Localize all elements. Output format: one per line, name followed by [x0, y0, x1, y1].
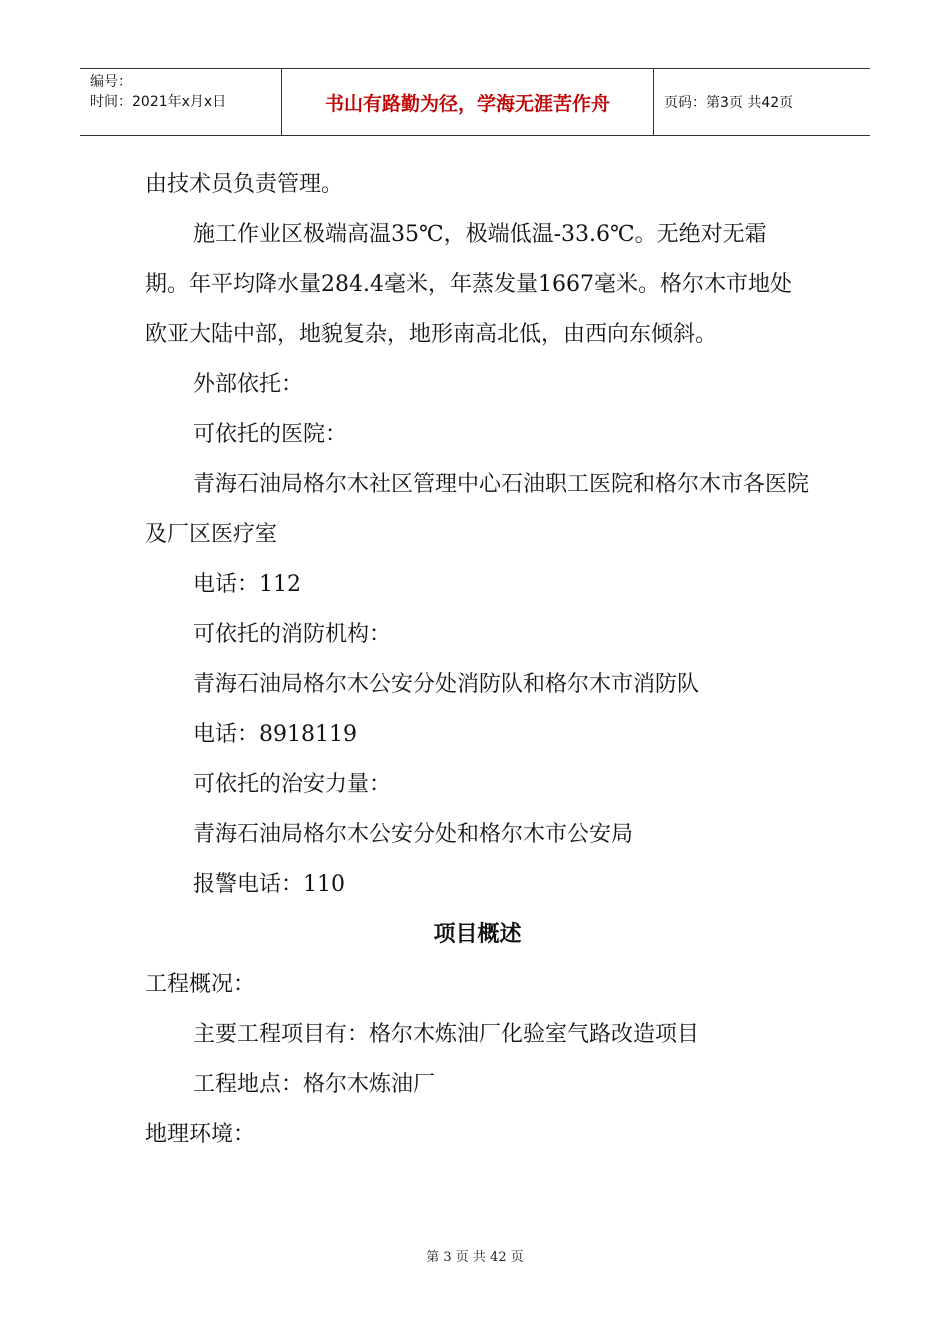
- paragraph: 可依托的治安力量：: [193, 772, 392, 797]
- paragraph: 青海石油局格尔木公安分处消防队和格尔木市消防队: [193, 672, 700, 697]
- paragraph: 外部依托：: [193, 372, 304, 397]
- time-label: 时间：2021年x月x日: [90, 94, 227, 110]
- paragraph: 地理环境：: [145, 1122, 256, 1147]
- paragraph: 工程地点：格尔木炼油厂: [193, 1072, 436, 1097]
- section-heading: 项目概述: [433, 922, 522, 947]
- page-footer: 第 3 页 共 42 页: [426, 1250, 524, 1265]
- paragraph: 青海石油局格尔木公安分处和格尔木市公安局: [193, 822, 634, 847]
- header-motto: 书山有路勤为径，学海无涯苦作舟: [282, 69, 654, 135]
- paragraph: 报警电话：110: [193, 872, 345, 897]
- number-label: 编号：: [90, 74, 132, 90]
- paragraph: 电话：112: [193, 572, 301, 597]
- document-body: [145, 160, 810, 1160]
- paragraph: 工程概况：: [145, 972, 256, 997]
- paragraph-climate: 施工作业区极端高温35℃，极端低温-33.6℃。无绝对无霜期。年平均降水量284.4毫米，年蒸发量1667毫米。格尔木市地处欧亚大陆中部，地貌复杂，地形南高北低，由西向东倾斜。: [145, 222, 792, 347]
- page-header: [80, 68, 870, 136]
- paragraph: 可依托的消防机构：: [193, 622, 392, 647]
- paragraph: 电话：8918119: [193, 722, 357, 747]
- header-meta: [80, 69, 282, 135]
- paragraph: 可依托的医院：: [193, 422, 348, 447]
- paragraph: 主要工程项目有：格尔木炼油厂化验室气路改造项目: [193, 1022, 700, 1047]
- paragraph-hospital: 青海石油局格尔木社区管理中心石油职工医院和格尔木市各医院及厂区医疗室: [145, 472, 810, 547]
- paragraph: 由技术员负责管理。: [145, 172, 344, 197]
- header-page-info: 页码：第3页 共42页: [664, 95, 794, 111]
